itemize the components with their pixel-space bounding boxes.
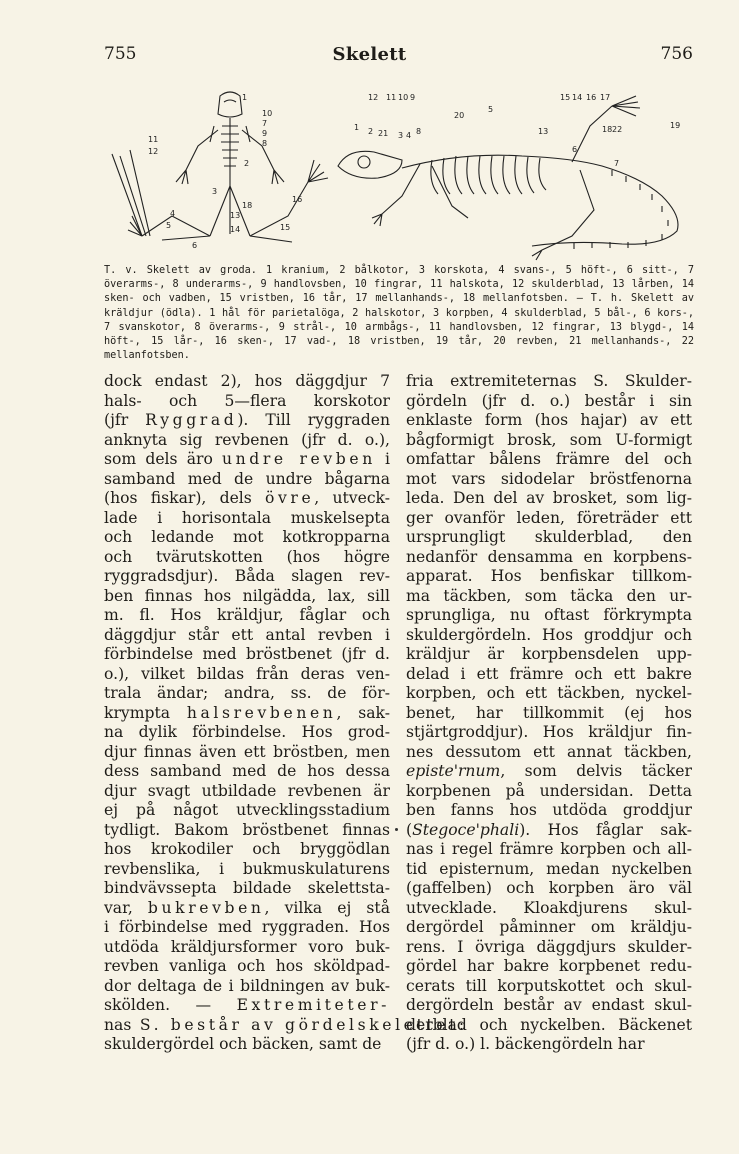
text-run: ). Hos fåglar sak-: [519, 820, 692, 839]
text-run: nes dessutom ett annat täckben,: [406, 742, 692, 761]
text-line: [104, 821, 390, 841]
svg-text:3: 3: [398, 131, 404, 140]
text-run: gördel har bakre korpbenet redu-: [406, 957, 692, 975]
text-run: fria extremiteternas S. Skulder-: [406, 372, 692, 390]
text-run: sprungliga, nu oftast förkrympta: [406, 606, 692, 624]
text-run: (: [406, 820, 413, 839]
text-line: [104, 489, 390, 509]
text-line: [104, 626, 390, 646]
text-line: [104, 684, 390, 704]
text-run: (gaffelben) och korpben äro väl: [406, 879, 692, 897]
text-run: förbindelse med bröstbenet (jfr d.: [104, 645, 390, 663]
svg-text:10: 10: [262, 109, 273, 118]
text-run: leda. Den del av brosket, som lig-: [406, 489, 692, 507]
text-line: [104, 801, 390, 821]
text-line: [406, 840, 692, 860]
text-run: ryggradsdjur). Båda slagen rev-: [104, 567, 390, 585]
svg-text:6: 6: [192, 241, 198, 250]
text-run: enklaste form (hos hajar) av ett: [406, 411, 692, 429]
text-run: dergördeln består av endast skul-: [406, 996, 692, 1014]
text-run: (jfr: [104, 411, 146, 429]
text-run: och ledande mot kotkropparna: [104, 528, 390, 546]
column-divider-dot: [395, 828, 398, 831]
running-title: Skelett: [332, 44, 407, 65]
svg-text:16: 16: [586, 93, 597, 102]
svg-text:20: 20: [454, 111, 465, 120]
svg-text:16: 16: [292, 195, 303, 204]
text-run: trala ändar; andra, ss. de för-: [104, 684, 390, 702]
text-column-right: [406, 372, 692, 1055]
text-line: [104, 509, 390, 529]
text-run: korpben, och ett täckben, nyckel-: [406, 684, 692, 702]
text-line: [406, 470, 692, 490]
svg-text:4: 4: [170, 209, 176, 218]
text-line: [406, 782, 692, 802]
text-run: i förbindelse med ryggraden. Hos: [104, 918, 390, 936]
svg-text:8: 8: [262, 139, 268, 148]
text-line: [104, 528, 390, 548]
text-line: [406, 411, 692, 431]
text-line: [406, 431, 692, 451]
text-run: ). Till ryggraden: [237, 411, 390, 429]
text-line: [104, 411, 390, 431]
text-line: [406, 723, 692, 743]
text-run: derblad och nyckelben. Bäckenet: [406, 1015, 692, 1034]
text-run: apparat. Hos benfiskar tillkom-: [406, 567, 692, 585]
text-run: na dylik förbindelse. Hos grod-: [104, 723, 390, 741]
text-line: [406, 1035, 692, 1055]
page-header: [0, 44, 739, 68]
text-line: [406, 548, 692, 568]
emphasized-term: halsrevbenen: [186, 703, 337, 722]
text-run: och tvärutskotten (hos högre: [104, 547, 390, 566]
emphasized-term: bukrevben: [147, 898, 265, 917]
text-line: [406, 704, 692, 724]
text-line: [104, 899, 390, 919]
text-line: [104, 1035, 390, 1055]
text-run: gördeln (jfr d. o.) består i sin: [406, 391, 692, 410]
text-line: [104, 762, 390, 782]
svg-text:1: 1: [354, 123, 360, 132]
text-line: [406, 528, 692, 548]
svg-text:10: 10: [398, 93, 409, 102]
text-run: som dels äro: [104, 450, 222, 468]
svg-text:14: 14: [572, 93, 583, 102]
text-line: [406, 450, 692, 470]
text-line: [406, 1016, 692, 1036]
text-line: [406, 626, 692, 646]
text-run: djur finnas även ett bröstben, men: [104, 742, 390, 761]
text-run: dergördel påminner om kräldju-: [406, 918, 692, 936]
svg-text:15: 15: [280, 223, 291, 232]
text-line: [104, 938, 390, 958]
page-number-left: 755: [104, 44, 137, 64]
svg-text:18: 18: [602, 125, 613, 134]
text-line: [406, 801, 692, 821]
text-run: kräldjur är korpbensdelen upp-: [406, 645, 692, 663]
text-run: i: [375, 450, 391, 468]
text-line: [406, 645, 692, 665]
text-run: , som delvis täcker: [500, 762, 692, 780]
text-line: [104, 587, 390, 607]
emphasized-term: övre: [265, 489, 315, 507]
text-run: benet, har tillkommit (ej hos: [406, 703, 692, 722]
text-run: ben finnas hos nilgädda, lax, sill: [104, 586, 390, 605]
text-run: stjärtgroddjur). Hos kräldjur fin-: [406, 723, 692, 741]
svg-text:8: 8: [416, 127, 422, 136]
text-run: hals- och 5—flera korskotor: [104, 391, 390, 410]
text-line: [104, 918, 390, 938]
text-run: delad i ett främre och ett bakre: [406, 664, 692, 683]
svg-text:13: 13: [538, 127, 549, 136]
svg-text:13: 13: [230, 211, 241, 220]
text-line: [104, 723, 390, 743]
text-line: [104, 392, 390, 412]
text-run: revben vanliga och hos sköldpad-: [104, 957, 390, 975]
text-run: krympta: [104, 703, 187, 722]
text-run: nedanför densamma en korpbens-: [406, 547, 692, 566]
text-line: [406, 489, 692, 509]
text-line: [406, 684, 692, 704]
text-line: [406, 372, 692, 392]
text-run: (jfr d. o.) l. bäckengördeln har: [406, 1035, 645, 1053]
text-run: dess samband med de hos dessa: [104, 762, 390, 780]
text-run: (hos fiskar), dels: [104, 489, 266, 507]
lizard-skeleton-illustration: [338, 96, 681, 260]
svg-text:3: 3: [212, 187, 218, 196]
text-run: nas i regel främre korpben och all-: [406, 840, 692, 858]
text-run: däggdjur står ett antal revben i: [104, 625, 390, 644]
text-line: [406, 899, 692, 919]
text-run: , sak-: [336, 703, 390, 722]
text-line: [406, 957, 692, 977]
frog-skeleton-illustration: [112, 92, 328, 242]
svg-text:12: 12: [148, 147, 159, 156]
text-run: revbenslika, i bukmuskulaturens: [104, 859, 390, 878]
text-line: [406, 392, 692, 412]
text-line: [406, 821, 692, 841]
svg-text:17: 17: [600, 93, 611, 102]
text-line: [406, 918, 692, 938]
svg-text:5: 5: [166, 221, 172, 230]
emphasized-term: undre revben: [222, 450, 376, 468]
svg-text:2: 2: [368, 127, 374, 136]
text-line: [104, 372, 390, 392]
text-line: [104, 782, 390, 802]
svg-text:4: 4: [406, 131, 412, 140]
text-run: samband med de undre bågarna: [104, 469, 390, 488]
text-run: hos krokodiler och bryggödlan: [104, 840, 390, 858]
page-number-right: 756: [660, 44, 693, 64]
svg-text:7: 7: [614, 159, 620, 168]
text-line: [104, 743, 390, 763]
text-line: [406, 996, 692, 1016]
text-line: [406, 606, 692, 626]
emphasized-term: Extremiteter-: [236, 996, 390, 1014]
text-line: [104, 665, 390, 685]
text-run: ursprungligt skulderblad, den: [406, 528, 692, 546]
text-line: [406, 977, 692, 997]
text-run: , utveck-: [314, 489, 390, 507]
text-line: [406, 879, 692, 899]
svg-text:15: 15: [560, 93, 571, 102]
text-line: [406, 743, 692, 763]
svg-text:9: 9: [262, 129, 268, 138]
text-line: [406, 587, 692, 607]
emphasized-term: Stegoce'phali: [412, 820, 520, 839]
text-run: dock endast 2), hos däggdjur 7: [104, 372, 390, 390]
svg-text:19: 19: [670, 121, 681, 130]
text-run: rens. I övriga däggdjurs skulder-: [406, 937, 692, 956]
text-run: skölden. —: [104, 996, 237, 1014]
text-line: [406, 567, 692, 587]
text-run: mot vars sidodelar bröstfenorna: [406, 469, 692, 488]
svg-text:21: 21: [378, 129, 389, 138]
text-run: lade i horisontala muskelsepta: [104, 508, 390, 527]
text-line: [406, 860, 692, 880]
svg-text:9: 9: [410, 93, 416, 102]
text-run: , vilka ej stå: [264, 898, 390, 917]
text-line: [104, 470, 390, 490]
text-run: skuldergördeln. Hos groddjur och: [406, 625, 692, 644]
text-line: [104, 977, 390, 997]
text-run: skuldergördel och bäcken, samt de: [104, 1035, 382, 1053]
emphasized-term: episte'rnum: [406, 762, 501, 780]
text-run: korpbenen på undersidan. Detta: [406, 781, 692, 800]
text-run: nas: [104, 1015, 132, 1034]
text-line: [104, 996, 390, 1016]
text-run: var,: [104, 898, 148, 917]
text-line: [104, 606, 390, 626]
text-line: [104, 840, 390, 860]
text-run: m. fl. Hos kräldjur, fåglar och: [104, 606, 390, 624]
text-line: [104, 548, 390, 568]
svg-text:22: 22: [612, 125, 623, 134]
text-run: bindvävssepta bildade skelettsta-: [104, 879, 390, 897]
text-run: tid episternum, medan nyckelben: [406, 859, 692, 878]
text-run: ma täckben, som täcka den ur-: [406, 586, 692, 605]
text-run: ben fanns hos utdöda groddjur: [406, 801, 692, 819]
svg-text:5: 5: [488, 105, 494, 114]
text-run: bågformigt brosk, som U-formigt: [406, 430, 692, 449]
svg-text:14: 14: [230, 225, 241, 234]
text-run: cerats till korputskottet och skul-: [406, 976, 692, 995]
text-line: [104, 957, 390, 977]
svg-text:11: 11: [386, 93, 397, 102]
svg-text:6: 6: [572, 145, 578, 154]
svg-text:2: 2: [244, 159, 250, 168]
text-run: utdöda kräldjursformer voro buk-: [104, 937, 390, 956]
text-line: [104, 1015, 468, 1036]
text-run: ger ovanför leden, företräder ett: [406, 508, 692, 527]
skeleton-figure: [102, 86, 696, 262]
text-line: [406, 938, 692, 958]
svg-text:18: 18: [242, 201, 253, 210]
text-line: [406, 509, 692, 529]
svg-text:11: 11: [148, 135, 159, 144]
text-line: [104, 645, 390, 665]
text-line: [406, 762, 692, 782]
text-line: [104, 879, 390, 899]
text-run: dor deltaga de i bildningen av buk-: [104, 976, 390, 995]
text-line: [104, 450, 390, 470]
text-run: djur svagt utbildade revbenen är: [104, 781, 390, 800]
text-run: utvecklade. Kloakdjurens skul-: [406, 898, 692, 917]
text-line: [104, 431, 390, 451]
figure-caption: [104, 264, 694, 363]
text-line: [104, 860, 390, 880]
text-line: [104, 704, 390, 724]
text-run: anknyta sig revbenen (jfr d. o.),: [104, 430, 390, 449]
svg-text:7: 7: [262, 119, 268, 128]
text-run: omfattar bålens främre del och: [406, 450, 692, 468]
caption-text: T. v. Skelett av groda. 1 kranium, 2 bålkotor, 3 korskota, 4 svans-, 5 höft-, 6 sitt-, 7 överarms-, 8 underarms-, 9 handlovsben, 10 fingrar, 11 halskota, 12 skulderblad, 13 lårben, 14 sken- och vadben, 15 vristben, 16 tår, 17 mellanhands-, 18 mellanfotsben. — T. h. Skelett av kräldjur (ödla). 1 hål för parietalöga, 2 halskotor, 3 korpben, 4 skulderblad, 5 bål-, 6 kors-, 7 svanskotor, 8 överarms-, 9 strål-, 10 armbågs-, 11 handlovsben, 12 fingrar, 13 blygd-, 14 höft-, 15 lår-, 16 sken-, 17 vad-, 18 vristben, 19 tår, 20 revben, 21 mellanhands-, 22 mellanfotsben.: [104, 265, 694, 362]
text-run: o.), vilket bildas från deras ven-: [104, 664, 390, 683]
emphasized-term: S. består av gördelskelettet:: [131, 1015, 468, 1034]
svg-text:12: 12: [368, 93, 379, 102]
text-run: ej på något utvecklingsstadium: [104, 801, 390, 819]
svg-text:1: 1: [242, 93, 248, 102]
emphasized-term: Ryggrad: [145, 411, 238, 429]
text-line: [104, 567, 390, 587]
text-line: [406, 665, 692, 685]
text-run: tydligt. Bakom bröstbenet finnas: [104, 820, 390, 839]
